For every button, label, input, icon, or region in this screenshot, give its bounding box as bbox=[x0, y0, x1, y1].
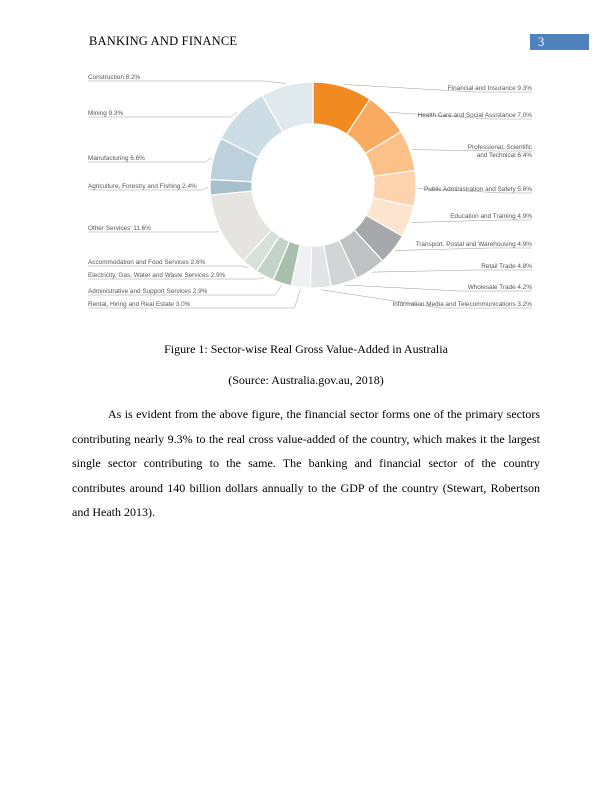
slice-label: Information Media and Telecommunications 3.2% bbox=[392, 301, 532, 308]
leader-line bbox=[395, 248, 532, 251]
leader-line bbox=[372, 270, 532, 272]
slice-label: Other Services' 11.6% bbox=[88, 225, 151, 232]
slice-label: Mining 9.3% bbox=[88, 110, 124, 117]
slice-label: Education and Training 4.9% bbox=[450, 213, 532, 220]
slice-label: Financial and Insurance 9.3% bbox=[447, 85, 532, 92]
slice-label: Administrative and Support Services 2.9% bbox=[88, 288, 208, 295]
slice-label-line2: and Technical 6.4% bbox=[476, 152, 532, 159]
page-number-box bbox=[530, 34, 589, 50]
header-title: BANKING AND FINANCE bbox=[89, 34, 238, 48]
slice-label: Electricity, Gas, Water and Waste Services 2.9% bbox=[88, 272, 226, 279]
sector-donut-chart bbox=[80, 70, 540, 320]
leader-line bbox=[88, 266, 249, 268]
slice-label: Agriculture, Forestry and Fishing 2.4% bbox=[88, 183, 197, 190]
leader-line bbox=[411, 220, 532, 222]
body-paragraph: As is evident from the above figure, the financial sector forms one of the primary sectors contributing nearly 9.3% to the real cross value-added of the country, which makes it the largest single sector contributing to the same. The banking and financial sector of the country contributes around 140 billion dollars annually to the GDP of the country (Stewart, Robertson and Heath 2013). bbox=[72, 407, 540, 519]
slice-label: Public Administration and Safety 5.6% bbox=[424, 186, 532, 193]
donut-chart-svg bbox=[80, 70, 540, 320]
slice-label: Transport, Postal and Warehousing 4.9% bbox=[415, 241, 532, 248]
slice-label: Professional, Scientific bbox=[467, 144, 532, 151]
slice-label: Construction 8.2% bbox=[88, 74, 141, 81]
slice-label: Retail Trade 4.8% bbox=[481, 263, 532, 270]
figure-caption: Figure 1: Sector-wise Real Gross Value-Added in Australia bbox=[164, 342, 448, 356]
slice-label: Wholesale Trade 4.2% bbox=[467, 284, 532, 291]
leader-line bbox=[88, 81, 286, 83]
page-number: 3 bbox=[538, 35, 545, 49]
figure-source: (Source: Australia.gov.au, 2018) bbox=[228, 373, 384, 387]
slice-label: Accommodation and Food Services 2.6% bbox=[88, 259, 206, 266]
slice-label: Health Care and Social Assistance 7.0% bbox=[417, 112, 532, 119]
slice-label: Manufacturing 6.6% bbox=[88, 155, 145, 162]
slice-label: Rental, Hiring and Real Estate 3.0% bbox=[88, 301, 191, 308]
